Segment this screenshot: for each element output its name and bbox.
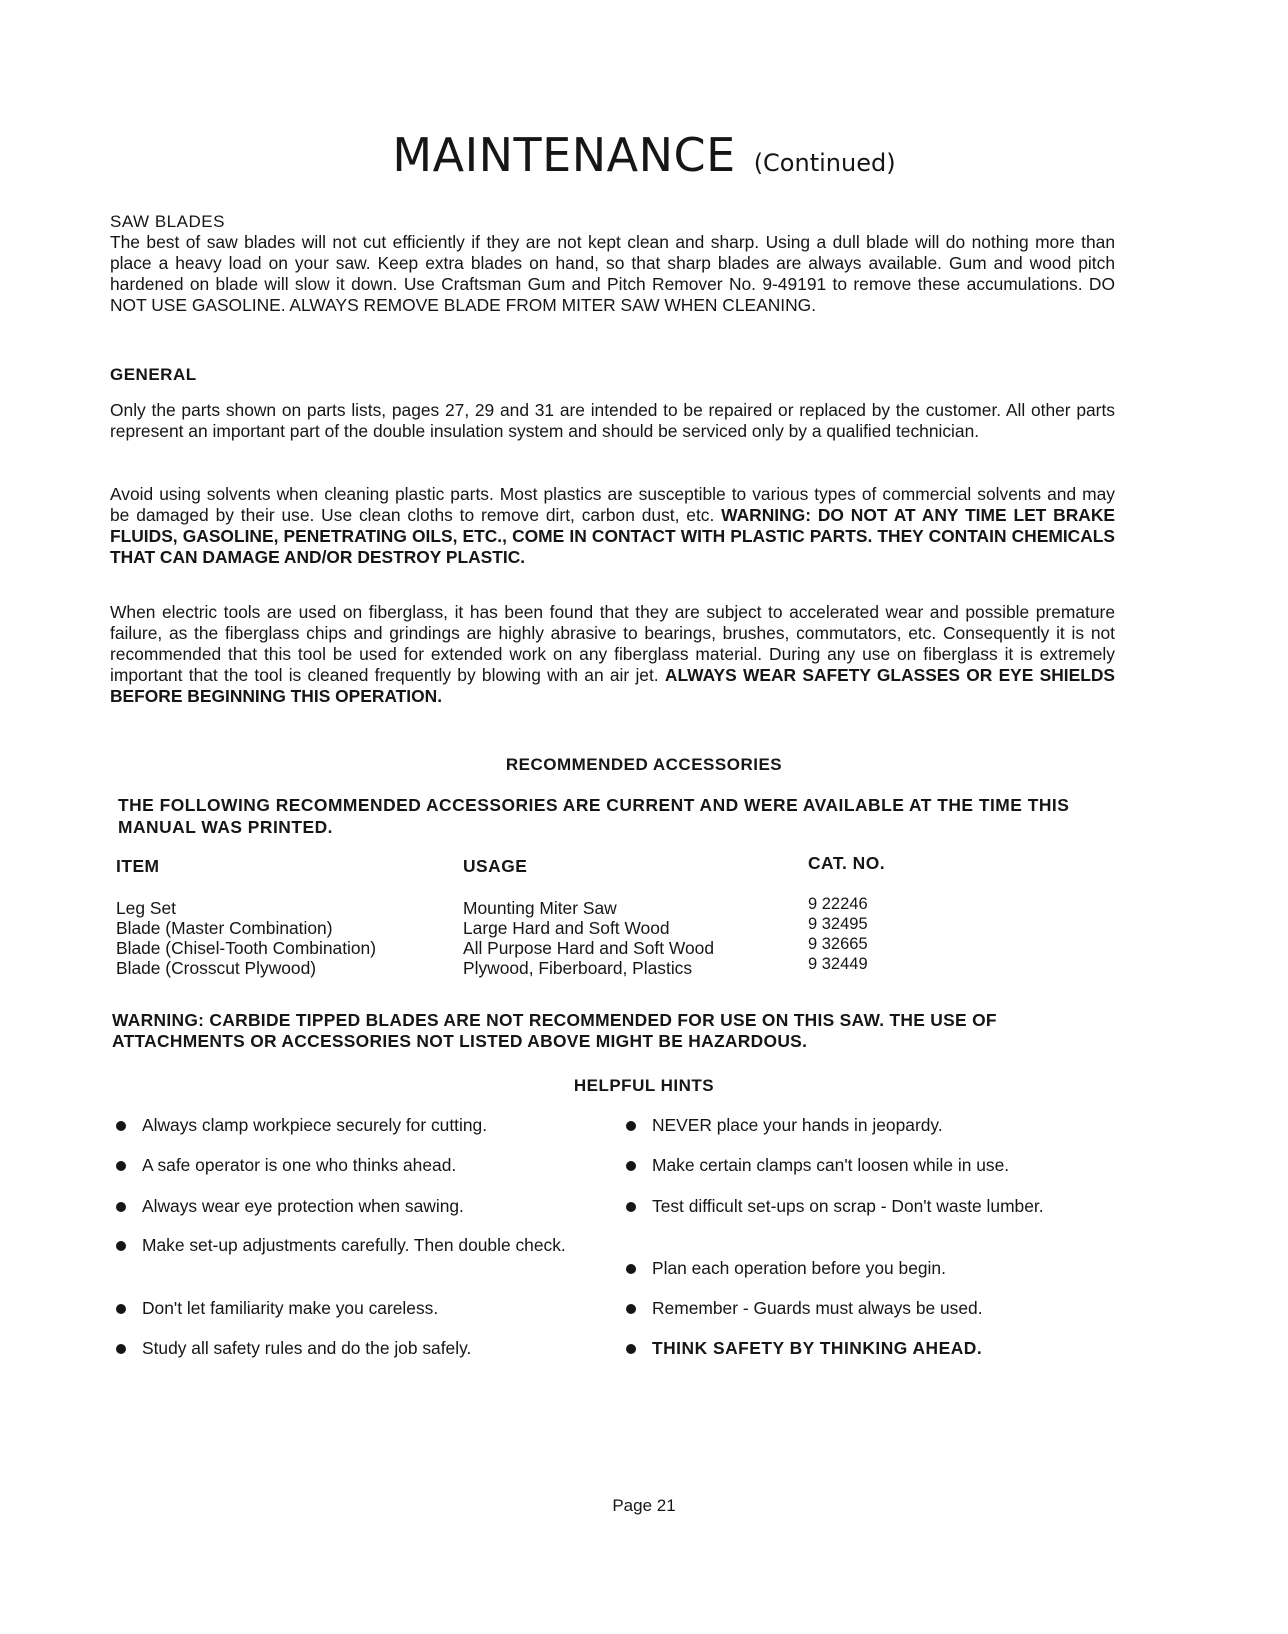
bullet-icon [626, 1264, 636, 1274]
general-para-2 [110, 484, 1115, 568]
bullet-icon [626, 1161, 636, 1171]
col-item-header: ITEM [116, 856, 160, 876]
list-item: Test difficult set-ups on scrap - Don't waste lumber. [626, 1196, 1082, 1217]
bullet-icon [116, 1161, 126, 1171]
fiberglass-warning: ALWAYS WEAR SAFETY GLASSES OR EYE SHIELDS BEFORE BEGINNING THIS OPERATION. [110, 665, 1115, 706]
general-para-3-text: When electric tools are used on fiberglass, it has been found that they are subject to accelerated wear and possible premature failure, as the fiberglass chips and grindings are highly abrasive to bearings, brushes, commutators, etc. Consequently it is not recommended that this tool be used for extended work on any fiberglass material. During any use on fiberglass it is extremely important that the tool is cleaned frequently by blowing with an air jet. [110, 602, 1115, 685]
title-main: MAINTENANCE [392, 128, 736, 182]
general-section [110, 365, 1115, 385]
plastic-warning: WARNING: DO NOT AT ANY TIME LET BRAKE FLUIDS, GASOLINE, PENETRATING OILS, ETC., COME IN CONTACT WITH PLASTIC PARTS. THEY CONTAIN CHEMICALS THAT CAN DAMAGE AND/OR DESTROY PLASTIC. [110, 505, 1115, 567]
table-row [116, 898, 376, 978]
bullet-icon [626, 1121, 636, 1131]
bullet-icon [116, 1241, 126, 1251]
page-number: Page 21 [612, 1496, 676, 1515]
row-cat: 9 32495 [808, 915, 868, 933]
list-item: THINK SAFETY BY THINKING AHEAD. [626, 1338, 1102, 1359]
row-usage: Plywood, Fiberboard, Plastics [463, 958, 693, 978]
row-item: Leg Set [116, 898, 176, 918]
row-cat: 9 32449 [808, 955, 868, 973]
list-item: Plan each operation before you begin. [626, 1258, 1102, 1279]
row-cat: 9 22246 [808, 895, 868, 913]
row-item: Blade (Chisel-Tooth Combination) [116, 938, 377, 958]
bullet-icon [116, 1121, 126, 1131]
carbide-warning: WARNING: CARBIDE TIPPED BLADES ARE NOT RECOMMENDED FOR USE ON THIS SAW. THE USE OF ATTACHMENTS OR ACCESSORIES NOT LISTED ABOVE MIGHT BE HAZARDOUS. [112, 1010, 997, 1051]
accessories-intro: THE FOLLOWING RECOMMENDED ACCESSORIES ARE CURRENT AND WERE AVAILABLE AT THE TIME THIS MANUAL WAS PRINTED. [118, 795, 1070, 837]
bullet-icon [116, 1304, 126, 1314]
row-usage: All Purpose Hard and Soft Wood [463, 938, 715, 958]
general-heading: GENERAL [110, 365, 197, 384]
table-row [808, 894, 868, 974]
row-item: Blade (Master Combination) [116, 918, 333, 938]
list-item: Always wear eye protection when sawing. [116, 1196, 592, 1217]
bullet-icon [626, 1202, 636, 1212]
list-item: Don't let familiarity make you careless. [116, 1298, 592, 1319]
list-item: A safe operator is one who thinks ahead. [116, 1155, 592, 1176]
row-usage: Large Hard and Soft Wood [463, 918, 670, 938]
col-cat-header: CAT. NO. [808, 853, 886, 873]
general-para-2-text: Avoid using solvents when cleaning plastic parts. Most plastics are susceptible to various types of commercial solvents and may be damaged by their use. Use clean cloths to remove dirt, carbon dust, etc. [110, 484, 1115, 525]
accessories-heading: RECOMMENDED ACCESSORIES [505, 755, 783, 774]
page-title [0, 128, 1288, 182]
title-continued: (Continued) [753, 149, 896, 177]
list-item: Remember - Guards must always be used. [626, 1298, 1102, 1319]
row-cat: 9 32665 [808, 935, 868, 953]
general-para-3 [110, 602, 1115, 707]
col-usage-header: USAGE [463, 856, 528, 876]
bullet-icon [626, 1304, 636, 1314]
saw-blades-heading: SAW BLADES [110, 212, 225, 231]
bullet-icon [116, 1202, 126, 1212]
saw-blades-section [110, 212, 1115, 316]
table-row [463, 898, 714, 978]
row-usage: Mounting Miter Saw [463, 898, 617, 918]
general-para-1 [110, 400, 1115, 442]
bullet-icon [116, 1344, 126, 1354]
list-item: NEVER place your hands in jeopardy. [626, 1115, 1102, 1136]
list-item: Always clamp workpiece securely for cutting. [116, 1115, 592, 1136]
hints-heading: HELPFUL HINTS [573, 1076, 715, 1095]
general-para-1-text: Only the parts shown on parts lists, pages 27, 29 and 31 are intended to be repaired or replaced by the customer. All other parts represent an important part of the double insulation system and should be serviced only by a qualified technician. [110, 400, 1115, 441]
saw-blades-text: The best of saw blades will not cut efficiently if they are not kept clean and sharp. Using a dull blade will do nothing more than place a heavy load on your saw. Keep extra blades on hand, so that sharp blades are always available. Gum and wood pitch hardened on blade will slow it down. Use Craftsman Gum and Pitch Remover No. 9-49191 to remove these accumulations. DO NOT USE GASOLINE. ALWAYS REMOVE BLADE FROM MITER SAW WHEN CLEANING. [110, 232, 1115, 315]
row-item: Blade (Crosscut Plywood) [116, 958, 317, 978]
list-item: Make certain clamps can't loosen while in use. [626, 1155, 1132, 1176]
bullet-icon [626, 1344, 636, 1354]
list-item: Make set-up adjustments carefully. Then double check. [116, 1235, 602, 1256]
list-item: Study all safety rules and do the job safely. [116, 1338, 592, 1359]
